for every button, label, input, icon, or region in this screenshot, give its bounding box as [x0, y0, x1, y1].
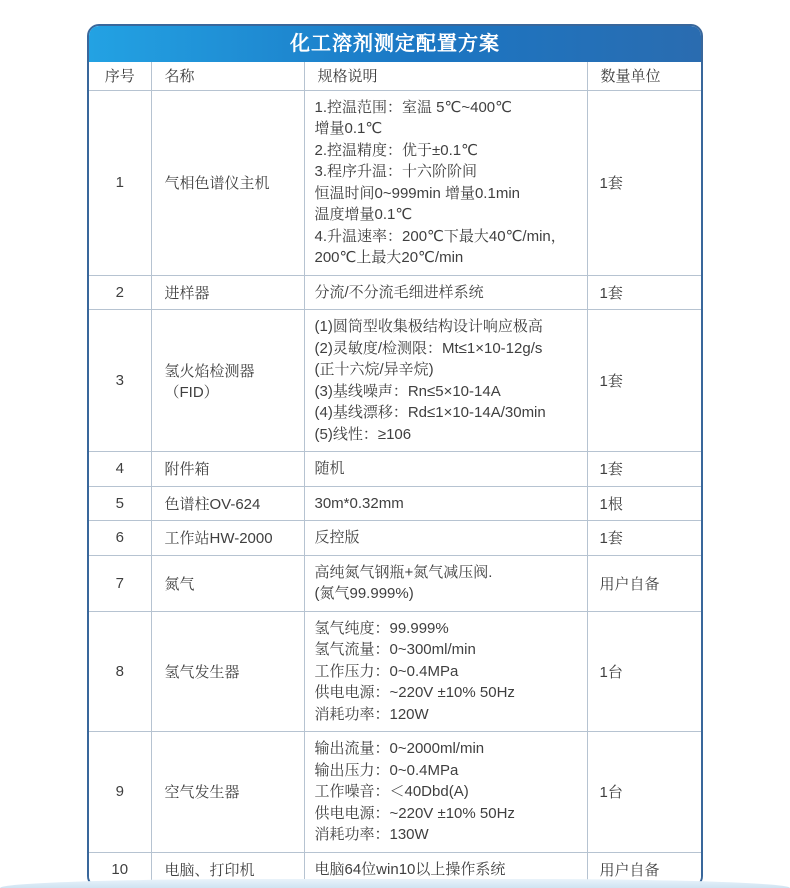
row-spec: [304, 275, 587, 310]
table-row: [89, 521, 701, 556]
spec-line: (氮气99.999%): [314, 585, 414, 602]
row-no: 4: [89, 452, 151, 487]
spec-line: 工作压力：0~0.4MPa: [314, 662, 459, 680]
row-qty: 1套: [587, 452, 701, 487]
footer-decoration: [0, 879, 790, 888]
row-qty: 1套: [587, 310, 701, 452]
row-spec: [304, 611, 587, 732]
row-spec: [304, 452, 587, 487]
row-name: 氮气: [151, 555, 304, 611]
spec-line: 反控版: [314, 529, 360, 546]
row-name: 氢气发生器: [151, 611, 304, 732]
row-no: 6: [89, 521, 151, 556]
row-no: 10: [89, 852, 151, 886]
row-spec: [304, 486, 587, 521]
row-name: 进样器: [151, 275, 304, 310]
config-table: [89, 62, 701, 886]
table-row: [89, 611, 701, 732]
row-qty: 用户自备: [587, 555, 701, 611]
row-spec: [304, 732, 587, 853]
spec-line: 恒温时间0~999min 增量0.1min: [314, 184, 520, 202]
spec-line: (3)基线噪声：Rn≤5×10-14A: [314, 382, 501, 400]
spec-line: 2.控温精度：优于±0.1℃: [314, 141, 478, 159]
table-row: [89, 732, 701, 853]
spec-line: 输出压力：0~0.4MPa: [314, 761, 459, 779]
row-name: 色谱柱OV-624: [151, 486, 304, 521]
row-qty: 用户自备: [587, 852, 701, 886]
spec-line: 30m*0.32mm: [314, 494, 404, 512]
row-qty: 1套: [587, 521, 701, 556]
table-row: [89, 452, 701, 487]
spec-line: 电脑64位win10以上操作系统: [314, 860, 506, 878]
row-spec: [304, 90, 587, 275]
config-table-card: [87, 24, 703, 888]
row-name: 附件箱: [151, 452, 304, 487]
spec-line: (正十六烷/异辛烷): [314, 361, 434, 378]
col-header-qty: 数量单位: [587, 62, 701, 90]
row-name: 空气发生器: [151, 732, 304, 853]
row-name: 电脑、打印机: [151, 852, 304, 886]
spec-line: 1.控温范围：室温 5℃~400℃: [314, 98, 512, 116]
row-qty: 1套: [587, 275, 701, 310]
spec-line: 工作噪音：＜40Dbd(A): [314, 783, 469, 800]
row-no: 3: [89, 310, 151, 452]
spec-line: 供电电源：~220V ±10% 50Hz: [314, 804, 515, 822]
spec-line: 3.程序升温：十六阶阶间: [314, 163, 478, 180]
spec-line: 输出流量：0~2000ml/min: [314, 740, 485, 757]
table-row: [89, 486, 701, 521]
row-name: 氢火焰检测器（FID）: [151, 310, 304, 452]
spec-line: (4)基线漂移：Rd≤1×10-14A/30min: [314, 404, 546, 421]
spec-line: 增量0.1℃: [314, 120, 383, 137]
col-header-name: 名称: [151, 62, 304, 90]
row-spec: [304, 555, 587, 611]
spec-line: 氢气流量：0~300ml/min: [314, 641, 476, 658]
spec-line: 200℃上最大20℃/min: [314, 249, 464, 266]
row-no: 9: [89, 732, 151, 853]
spec-line: 消耗功率：130W: [314, 826, 429, 843]
table-row: [89, 90, 701, 275]
col-header-no: 序号: [89, 62, 151, 90]
row-no: 8: [89, 611, 151, 732]
table-row: [89, 555, 701, 611]
table-title: 化工溶剂测定配置方案: [89, 26, 701, 62]
row-spec: [304, 521, 587, 556]
row-qty: 1台: [587, 732, 701, 853]
row-no: 2: [89, 275, 151, 310]
row-no: 5: [89, 486, 151, 521]
spec-line: (5)线性：≥106: [314, 425, 412, 443]
row-name: 工作站HW-2000: [151, 521, 304, 556]
spec-line: 4.升温速率：200℃下最大40℃/min，: [314, 227, 566, 245]
row-no: 7: [89, 555, 151, 611]
row-no: 1: [89, 90, 151, 275]
col-header-spec: 规格说明: [304, 62, 587, 90]
spec-line: 氢气纯度：99.999%: [314, 619, 449, 637]
row-qty: 1根: [587, 486, 701, 521]
spec-line: 随机: [314, 460, 345, 477]
row-spec: [304, 310, 587, 452]
header-row: [89, 62, 701, 90]
spec-line: 供电电源：~220V ±10% 50Hz: [314, 684, 515, 701]
row-qty: 1台: [587, 611, 701, 732]
table-row: [89, 310, 701, 452]
spec-line: (2)灵敏度/检测限：Mt≤1×10-12g/s: [314, 339, 543, 357]
row-name: 气相色谱仪主机: [151, 90, 304, 275]
spec-line: (1)圆筒型收集极结构设计响应极高: [314, 318, 543, 335]
spec-line: 温度增量0.1℃: [314, 206, 413, 223]
table-row: [89, 275, 701, 310]
spec-line: 分流/不分流毛细进样系统: [314, 283, 484, 301]
spec-line: 高纯氮气钢瓶+氮气减压阀.: [314, 563, 493, 581]
row-qty: 1套: [587, 90, 701, 275]
spec-line: 消耗功率：120W: [314, 705, 429, 723]
